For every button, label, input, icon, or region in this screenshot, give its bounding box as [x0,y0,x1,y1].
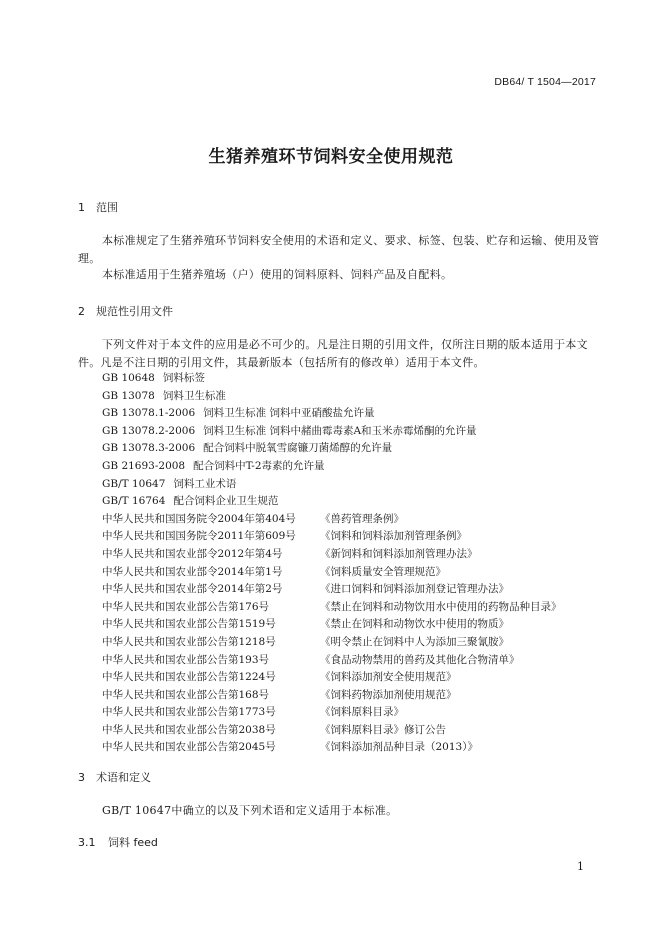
section-1-paragraph-2: 本标准适用于生猪养殖场（户）使用的饲料原料、饲料产品及自配料。 [102,268,453,281]
reference-item: GB 10648 饲料标签 [102,372,205,384]
reference-item: 中华人民共和国农业部令2012年第4号 《新饲料和饲料添加剂管理办法》 [102,547,478,560]
reference-item: 中华人民共和国农业部公告第1218号 《明令禁止在饲料中人为添加三聚氰胺》 [102,635,509,648]
reference-item: 中华人民共和国农业部公告第1224号 《饲料添加剂安全使用规范》 [102,671,457,684]
reference-item: GB 21693-2008 配合饲料中T-2毒素的允许量 [102,459,325,472]
section-2-heading [78,303,173,319]
reference-item: 中华人民共和国农业部公告第176号 《禁止在饲料和动物饮用水中使用的药物品种目录》 [102,600,562,613]
normative-references-list [102,370,622,757]
section-number: 2 [78,305,85,318]
reference-item: 中华人民共和国农业部公告第2045号 《饲料添加剂品种目录（2013）》 [102,741,478,754]
section-3-heading [78,769,151,785]
subsection-title: 饲料 feed [108,836,158,849]
reference-item: 中华人民共和国农业部公告第2038号 《饲料原料目录》修订公告 [102,723,446,736]
subsection-number: 3.1 [78,836,96,849]
reference-item: 中华人民共和国农业部公告第1773号 《饲料原料目录》 [102,706,404,719]
section-number: 3 [78,771,85,784]
section-1-paragraph-1: 本标准规定了生猪养殖环节饲料安全使用的术语和定义、要求、标签、包装、贮存和运输、使用及管理。 [78,234,600,265]
section-3-paragraph-1: GB/T 10647中确立的以及下列术语和定义适用于本标准。 [102,804,398,817]
reference-item: 中华人民共和国农业部公告第193号 《食品动物禁用的兽药及其他化合物清单》 [102,653,520,666]
standard-code: DB64/ T 1504—2017 [494,76,596,88]
reference-item: 中华人民共和国国务院令2011年第609号 《饲料和饲料添加剂管理条例》 [102,530,467,543]
section-title: 规范性引用文件 [96,305,173,318]
section-title: 术语和定义 [96,771,151,784]
reference-item: 中华人民共和国农业部公告第1519号 《禁止在饲料和动物饮水中使用的物质》 [102,618,509,631]
subsection-3-1-heading [78,834,158,850]
reference-item: GB 13078.1-2006 饲料卫生标准 饲料中亚硝酸盐允许量 [102,407,375,420]
reference-item: 中华人民共和国农业部令2014年第2号 《进口饲料和饲料添加剂登记管理办法》 [102,583,509,596]
section-2-paragraph-1: 下列文件对于本文件的应用是必不可少的。凡是注日期的引用文件，仅所注日期的版本适用于本文件。凡是不注日期的引用文件，其最新版本（包括所有的修改单）适用于本文件。 [78,338,588,369]
reference-item: GB 13078.3-2006 配合饲料中脱氧雪腐镰刀菌烯醇的允许量 [102,442,393,455]
section-number: 1 [78,201,85,214]
reference-item: GB/T 16764 配合饲料企业卫生规范 [102,495,279,508]
reference-item: 中华人民共和国国务院令2004年第404号 《兽药管理条例》 [102,512,404,525]
reference-item: 中华人民共和国农业部令2014年第1号 《饲料质量安全管理规范》 [102,565,446,578]
page-number: 1 [577,860,584,873]
document-title: 生猪养殖环节饲料安全使用规范 [208,147,454,167]
reference-item: 中华人民共和国农业部公告第168号 《饲料药物添加剂使用规范》 [102,688,457,701]
section-title: 范围 [96,201,118,214]
section-1-heading [78,199,118,215]
reference-item: GB 13078.2-2006 饲料卫生标准 饲料中赭曲霉毒素A和玉米赤霉烯酮的允许量 [102,424,477,437]
reference-item: GB/T 10647 饲料工业术语 [102,477,237,490]
reference-item: GB 13078 饲料卫生标准 [102,389,226,402]
